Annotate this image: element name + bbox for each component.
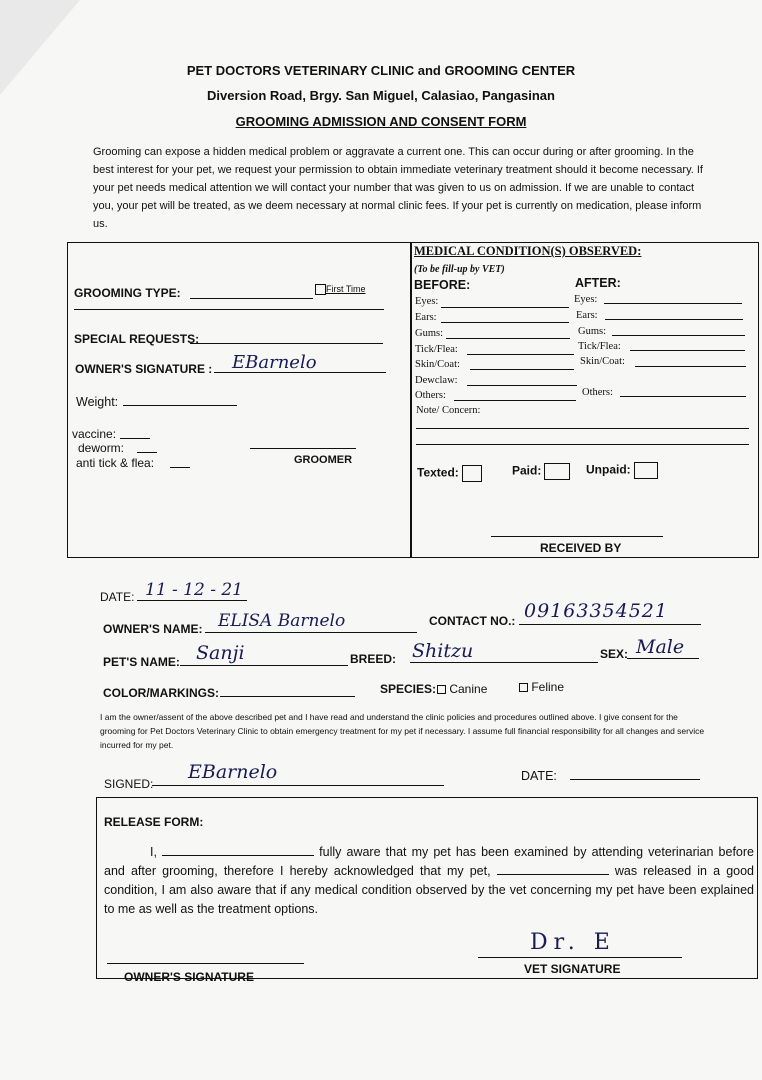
note-concern-label: Note/ Concern: [416, 405, 481, 416]
grooming-type-label: GROOMING TYPE: [74, 286, 181, 300]
grooming-type-extra-line[interactable] [74, 309, 384, 310]
owners-signature-label: OWNER'S SIGNATURE : [75, 362, 213, 376]
paid-label: Paid: [512, 463, 542, 478]
consent-date-field[interactable] [570, 779, 700, 780]
unpaid-label: Unpaid: [586, 462, 631, 477]
note-line-1[interactable] [416, 428, 749, 429]
deworm-field[interactable] [137, 452, 157, 453]
paid-option[interactable] [512, 463, 570, 480]
date-field[interactable] [137, 600, 247, 601]
release-text-part1: I, [150, 845, 163, 859]
release-owner-name-field[interactable] [162, 844, 314, 856]
after-skin-label: Skin/Coat: [580, 356, 625, 367]
texted-checkbox[interactable] [462, 465, 482, 482]
sex-label: SEX: [600, 647, 629, 661]
clinic-address: Diversion Road, Brgy. San Miguel, Calasiao, Pangasinan [207, 88, 555, 103]
release-text-part2: fully aware that my pet has been examined by attending veterinarian before and after grooming, therefore I hereby acknowledged that my pet, [104, 845, 754, 878]
after-label: AFTER: [575, 276, 621, 290]
weight-label: Weight: [76, 395, 119, 409]
species-canine-option[interactable] [437, 682, 487, 696]
before-eyes-label: Eyes: [415, 296, 439, 307]
note-line-2[interactable] [416, 444, 749, 445]
species-feline-option[interactable] [519, 680, 564, 694]
before-dewclaw-field[interactable] [467, 385, 577, 386]
deworm-label: deworm: [78, 441, 125, 455]
before-eyes-field[interactable] [441, 307, 569, 308]
before-others-field[interactable] [454, 400, 576, 401]
release-form-title: RELEASE FORM: [104, 815, 204, 829]
breed-field[interactable] [410, 662, 598, 663]
owners-name-handwritten: ELISA Barnelo [218, 611, 346, 631]
after-others-label: Others: [582, 387, 613, 398]
before-skin-field[interactable] [470, 369, 574, 370]
vet-signature-line[interactable] [478, 957, 682, 958]
species-label: SPECIES: [380, 682, 437, 696]
groomer-label: GROOMER [294, 454, 353, 466]
anti-tick-field[interactable] [170, 467, 190, 468]
release-text-part3: was released in a good condition, I am also aware that if any medical condition observed by the vet concerning my pet have been explained to me as well as the treatment options. [104, 864, 755, 916]
after-others-field[interactable] [620, 396, 746, 397]
signed-label: SIGNED: [104, 777, 154, 791]
owners-name-field[interactable] [205, 632, 417, 633]
before-tick-field[interactable] [467, 354, 574, 355]
first-time-label: First Time [326, 284, 366, 294]
first-time-checkbox[interactable] [315, 284, 326, 295]
before-ears-label: Ears: [415, 312, 437, 323]
after-tick-field[interactable] [630, 350, 745, 351]
form-title: GROOMING ADMISSION AND CONSENT FORM [235, 114, 527, 129]
date-label: DATE: [100, 590, 135, 604]
special-requests-field[interactable] [190, 343, 383, 344]
before-others-label: Others: [415, 390, 446, 401]
after-eyes-field[interactable] [604, 303, 742, 304]
grooming-type-field[interactable] [190, 298, 313, 299]
after-gums-field[interactable] [612, 335, 745, 336]
date-handwritten: 11 - 12 - 21 [145, 580, 243, 600]
color-markings-field[interactable] [220, 696, 355, 697]
texted-option[interactable] [417, 465, 482, 482]
release-owner-signature-line[interactable] [107, 963, 304, 964]
contact-label: CONTACT NO.: [429, 614, 516, 628]
weight-field[interactable] [123, 405, 237, 406]
after-eyes-label: Eyes: [574, 294, 598, 305]
owners-name-label: OWNER'S NAME: [103, 622, 203, 636]
breed-handwritten: Shitzu [412, 640, 474, 662]
received-by-line[interactable] [491, 536, 663, 537]
received-by-label: RECEIVED BY [540, 541, 622, 555]
feline-label: Feline [531, 680, 565, 694]
signed-field[interactable] [152, 785, 444, 786]
owners-signature-handwritten: EBarnelo [232, 352, 317, 373]
after-ears-label: Ears: [576, 310, 598, 321]
sex-field[interactable] [627, 658, 699, 659]
before-label: BEFORE: [414, 278, 471, 292]
vet-signature-label: VET SIGNATURE [524, 962, 621, 976]
folded-corner [0, 0, 80, 95]
release-form-text [104, 843, 754, 919]
first-time-option[interactable] [315, 284, 366, 295]
signed-handwritten: EBarnelo [188, 761, 278, 783]
color-markings-label: COLOR/MARKINGS: [103, 686, 219, 700]
medical-conditions-title: MEDICAL CONDITION(S) OBSERVED: [414, 244, 642, 258]
after-gums-label: Gums: [578, 326, 607, 337]
after-skin-field[interactable] [635, 366, 746, 367]
intro-paragraph: Grooming can expose a hidden medical problem or aggravate a current one. This can occur during or after grooming. In the best interest for your pet, we request your permission to obtain immediate veterinary treatment should it become necessary. If your pet needs medical attention we will contact your number that was given to us on admission. If we are unable to contact you, your pet will be treated, as we deem necessary at normal clinic fees. If your pet is currently on medication, please inform us. [93, 146, 703, 230]
vet-signature-handwritten: Dr. E [530, 930, 616, 955]
consent-date-label: DATE: [521, 769, 557, 783]
before-skin-label: Skin/Coat: [415, 359, 460, 370]
paid-checkbox[interactable] [544, 463, 570, 480]
groomer-signature-line[interactable] [250, 448, 356, 449]
before-ears-field[interactable] [441, 322, 569, 323]
clinic-name: PET DOCTORS VETERINARY CLINIC and GROOMING CENTER [186, 63, 576, 78]
feline-checkbox[interactable] [519, 683, 528, 692]
after-ears-field[interactable] [605, 319, 743, 320]
special-requests-label: SPECIAL REQUESTS: [74, 332, 200, 346]
anti-tick-label: anti tick & flea: [76, 456, 155, 470]
contact-handwritten: 09163354521 [524, 600, 668, 622]
pets-name-handwritten: Sanji [196, 642, 245, 664]
before-gums-field[interactable] [446, 338, 570, 339]
release-owner-signature-label: OWNER'S SIGNATURE [124, 970, 254, 984]
pets-name-field[interactable] [180, 665, 348, 666]
consent-paragraph: I am the owner/assent of the above described pet and I have read and understand the clinic policies and procedures outlined above. I give consent for the grooming for Pet Doctors Veterinary Clinic to obtain emergency treatment for my pet if necessary. I assume full financial responsibility for all changes and service incurred for my pet. [100, 712, 705, 750]
vet-fill-note: (To be fill-up by VET) [414, 264, 505, 275]
before-tick-label: Tick/Flea: [415, 344, 458, 355]
breed-label: BREED: [350, 652, 397, 666]
unpaid-option[interactable] [586, 462, 658, 479]
after-tick-label: Tick/Flea: [578, 341, 621, 352]
unpaid-checkbox[interactable] [634, 462, 658, 479]
vaccine-label: vaccine: [72, 427, 117, 441]
texted-label: Texted: [417, 465, 459, 480]
vaccine-field[interactable] [120, 438, 150, 439]
before-gums-label: Gums: [415, 328, 444, 339]
sex-handwritten: Male [636, 636, 685, 658]
before-dewclaw-label: Dewclaw: [415, 375, 458, 386]
box-divider [410, 242, 412, 558]
contact-field[interactable] [519, 624, 701, 625]
pets-name-label: PET'S NAME: [103, 655, 180, 669]
canine-label: Canine [449, 682, 488, 696]
release-pet-name-field[interactable] [497, 863, 609, 875]
canine-checkbox[interactable] [437, 685, 446, 694]
